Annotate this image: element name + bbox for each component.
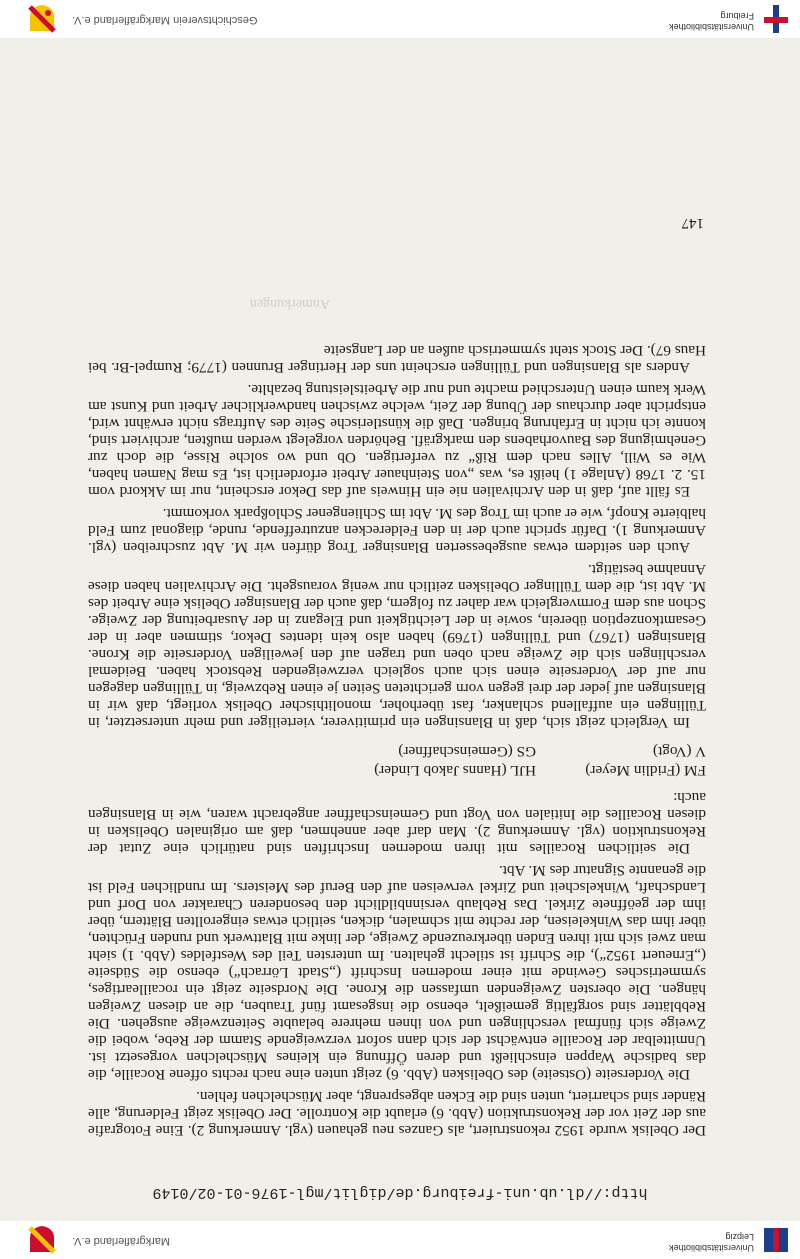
bottom-left-text: Universitätsbibliothek Leipzig [668, 1232, 754, 1253]
leipzig-library-logo-icon [760, 1224, 792, 1256]
top-right-uni-text: Universitätsbibliothek Freiburg [668, 11, 754, 32]
paragraph-5: Auch den seitdem etwas ausgebesserten Blansinger Trog dürfen wir M. Abt zuschreiben (vgl. Anmerkung 1). Dafür spricht auch der in den Felderecken anzutreffende, runde, diagonal zum Feld halbierte Knopf, wie er auch im Trog des M. Abt im Schliengener Schloßpark vorkommt. [88, 505, 706, 556]
top-library-banner [0, 0, 800, 38]
initials-v: V (Vogt) [652, 743, 706, 760]
paragraph-6: Es fällt auf, daß in den Archivalien nie ein Hinweis auf das Dekor erscheint, nur im Akkord vom 15. 2. 1768 (Anlage 1) heißt es, was „von Steinhauer Arbeit erforderlich ist, Es mag Namen haben, Wie es Will, Alles nach dem Riß“ zu verfertigen. Ob und wo solche Risse, die doch zur Genehmigung des Bauvorhabens den markgräfl. Behörden vorgelegt werden mußten, archiviert sind, konnte ich nicht in Erfahrung bringen. Daß die künstlerische Seite des Auftrags nicht erwähnt wird, entspricht aber durchaus der Übung der Zeit, welche zwischen handwerklicher Arbeit und Kunst am Werk kaum einen Unterschied machte und nur die Arbeitsleistung bezahlte. [88, 381, 706, 500]
paragraph-7: Anders als Blansingen und Tüllingen erscheint uns der Hertinger Brunnen (1779; Rumpel-Br. bei Haus 67). Der Stock steht symmetrisch außen an der Langseite [88, 342, 706, 376]
bottom-library-banner [0, 1221, 800, 1259]
bottom-right-text: Markgräflerland e.V. [72, 1235, 171, 1247]
initials-hjl: HJL (Hanns Jakob Linder) [374, 762, 536, 779]
freiburg-library-logo-icon [760, 3, 792, 35]
initials-gs: GS (Gemeinschaffner) [398, 743, 536, 760]
paragraph-3: Die seitlichen Rocailles mit ihren modernen Inschriften sind natürlich eine Zutat der Rekonstruktion (vgl. Anmerkung 2). Man darf aber annehmen, daß am originalen Obelisken in diesen Rocailles die Initialen von Vogt und Gemeinschaffner angebracht waren, wie in Blansingen auch: [88, 789, 706, 857]
initials-table [88, 743, 706, 779]
top-left-society-text: Geschichtsverein Markgräflerland e.V. [72, 14, 258, 26]
source-url[interactable]: http://dl.ub.uni-freiburg.de/diglit/mgl-1976-01-02/0149 [152, 1184, 648, 1201]
paragraph-2: Die Vorderseite (Ostseite) des Obelisken (Abb. 6) zeigt unten eine nach rechts offene Rocaille, die das badische Wappen einschließt und deren Öffnung ein kleines Müschelchen vorgesetzt ist. Unmittelbar der Rocaille entwächst der sich dann sofort verzweigende Stamm der Rebe, wobei die Zweige sich fünfmal verschlingen und von ihnen mehrere belaubte Seitenzweige ausgehen. Die Rebblätter sind sorgfältig gemeißelt, ebenso die insgesamt fünf Trauben, die an diesen Zweigen hängen. Die obersten Zweigenden umfassen die Krone. Die Nordseite zeigt ein rocailleartiges, symmetrisches Gewinde mit einer modernen Inschrift („Stadt Lörrach“) ebenso die Südseite („Erneuert 1952“), die Schrift ist stilecht gehalten. Im untersten Teil des Westfeldes (Abb. 1) sieht man zwei sich mit ihren Enden überkreuzende Zweige, der linke mit Blattwerk und runden Früchten, über ihm das Winkeleisen, der rechte mit schmalen, dicken, seitlich etwas eingerollten Blättern, über ihm der geöffnete Zirkel. Das Reblaub versinnbildlicht den besonderen Charakter von Dorf und Landschaft, Winkelscheit und Zirkel verweisen auf den Beruf des Meisters. Im rundlichen Feld ist die genannte Signatur des M. Abt. [88, 862, 706, 1083]
geschichtsverein-crest-icon [26, 3, 58, 35]
document-body [88, 337, 706, 1139]
society-crest-icon [26, 1224, 58, 1256]
paragraph-1: Der Obelisk wurde 1952 rekonstruiert, als Ganzes neu gehauen (vgl. Anmerkung 2). Eine Fotografie aus der Zeit vor der Rekonstruktion (Abb. 6) erlaubt die Kontrolle. Der Obelisk zeigt Felderung, alle Ränder sind scharriert, unten sind die Ecken abgesprengt, aber Müschelchen fehlen. [88, 1088, 706, 1139]
page-number: 147 [681, 215, 704, 231]
bleed-through-stamp: Anmerkungen [249, 296, 330, 311]
paragraph-4: Im Vergleich zeigt sich, daß in Blansingen ein primitiverer, vierteiliger und mehr untersetzter, in Tüllingen ein auffallend schlanker, fast überhoher, monolithischer Obelisk vorliegt, daß wir in Blansingen auf jeder der drei gegen vorn gerichteten Seiten je einen Rebzweig, in Tüllingen dagegen nur auf der Vorderseite einen sich auch sogleich verzweigenden Rebstock haben. Beidemal verschlingen sich die Zweige nach oben und tragen auf den jeweiligen Vorderseite die Krone. Blansingen (1767) und Tüllingen (1769) haben also kein identes Dekor, stimmen aber in der Gesamtkonzeption überein, sowie in der Leichtigkeit und Eleganz in der Ausarbeitung der Zweige. Schon aus dem Formvergleich war daher zu folgern, daß auch der Blansinger Obelisk eine Arbeit des M. Abt ist, die dem Tüllinger Obelisken zeitlich nur wenig vorausgeht. Die Archivalien haben diese Annahme bestätigt. [88, 561, 706, 731]
initials-fm: FM (Fridlin Meyer) [585, 762, 706, 779]
